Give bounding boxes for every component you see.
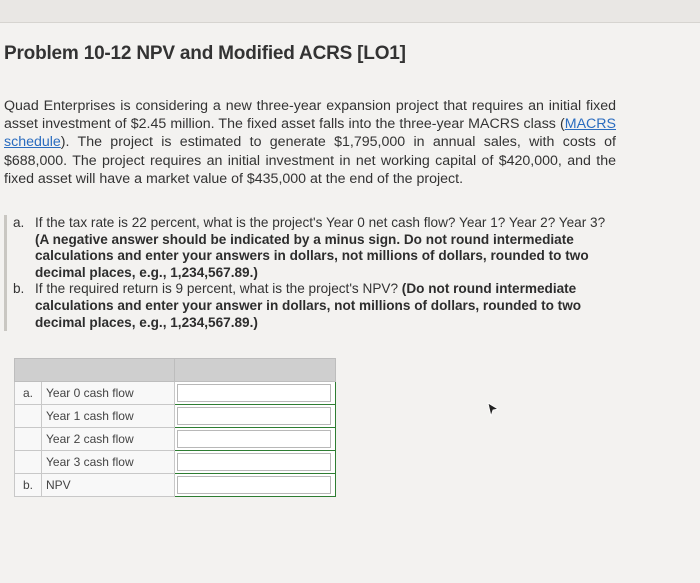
question-instruction: (A negative answer should be indicated by a minus sign. Do not round intermediate calculations and enter your answers in dollars, not millions of dollars, rounded to two decimal places, e.g., 1,234,567.89.) (35, 231, 589, 280)
row-label: NPV (42, 474, 175, 497)
row-label: Year 2 cash flow (42, 428, 175, 451)
answer-table-header (15, 359, 336, 382)
row-letter (15, 428, 42, 451)
question-letter: b. (13, 281, 25, 297)
question-a (7, 215, 615, 281)
question-text: If the required return is 9 percent, what is the project's NPV? (35, 281, 402, 297)
question-list (4, 215, 615, 331)
row-label: Year 0 cash flow (42, 382, 175, 405)
problem-page (0, 22, 700, 583)
problem-title: Problem 10-12 NPV and Modified ACRS [LO1] (4, 43, 406, 64)
question-letter: a. (13, 215, 25, 230)
row-label: Year 3 cash flow (42, 451, 175, 474)
intro-text-1: Quad Enterprises is considering a new three-year expansion project that requires an initial fixed asset investment of $2.45 million. The fixed asset falls into the three-year MACRS class ( (4, 98, 616, 133)
year3-cash-flow-input[interactable] (177, 453, 331, 471)
table-row (15, 382, 336, 405)
row-letter: b. (15, 474, 42, 497)
answer-table (14, 358, 336, 497)
table-row (15, 474, 336, 497)
npv-input[interactable] (177, 476, 331, 494)
question-instruction: (Do not round intermediate calculations and enter your answer in dollars, not millions of dollars, rounded to two decimal places, e.g., 1,234,567.89.) (35, 281, 582, 330)
row-letter: a. (15, 382, 42, 405)
table-row (15, 405, 336, 428)
problem-intro (4, 97, 616, 188)
macrs-schedule-link[interactable]: MACRS schedule (4, 116, 616, 151)
year0-cash-flow-input[interactable] (177, 384, 331, 402)
year2-cash-flow-input[interactable] (177, 430, 331, 448)
row-label: Year 1 cash flow (42, 405, 175, 428)
mouse-pointer-icon (486, 402, 500, 418)
question-b (7, 281, 615, 331)
table-row (15, 451, 336, 474)
year1-cash-flow-input[interactable] (177, 407, 331, 425)
question-text: If the tax rate is 22 percent, what is the project's Year 0 net cash flow? Year 1? Year 2? Year 3? (35, 215, 606, 230)
row-letter (15, 451, 42, 474)
intro-text-2: ). The project is estimated to generate $1,795,000 in annual sales, with costs of $688,000. The project requires an initial investment in net working capital of $420,000, and the fixed asset will have a market value of $435,000 at the end of the project. (4, 134, 616, 187)
row-letter (15, 405, 42, 428)
table-row (15, 428, 336, 451)
